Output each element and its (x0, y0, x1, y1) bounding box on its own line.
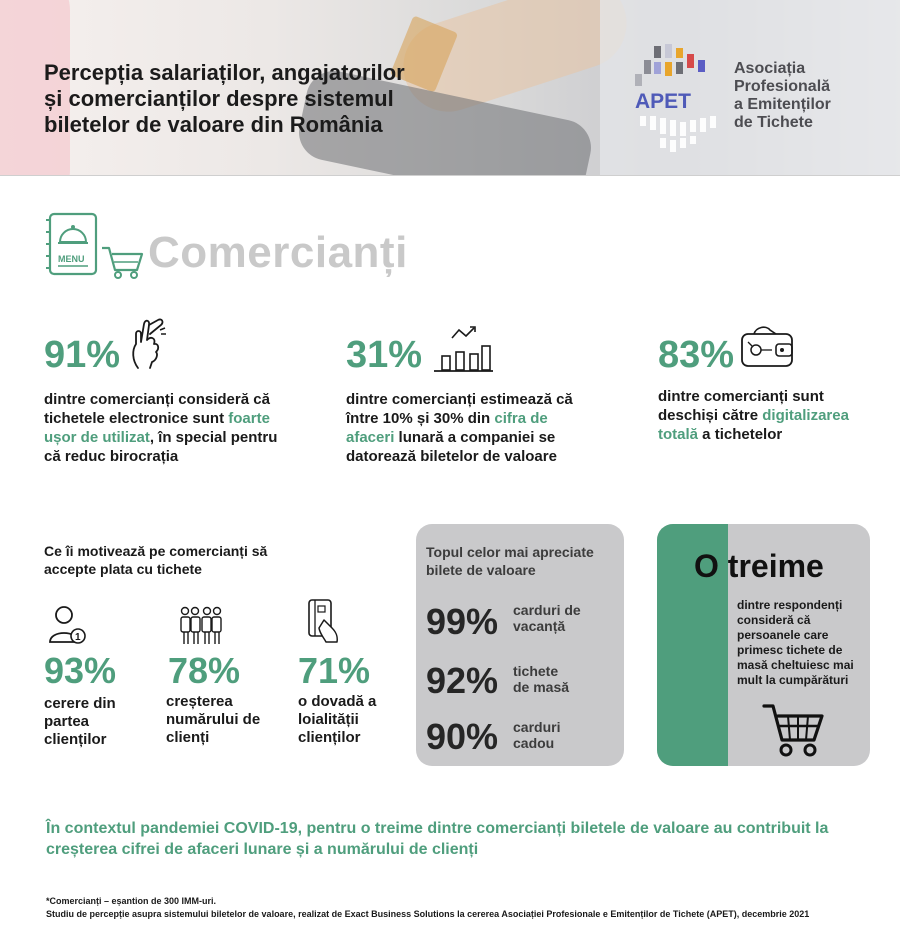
treime-title: O treime (694, 548, 824, 584)
voucher-label (513, 602, 581, 634)
voucher-value: 92% (426, 660, 499, 701)
logo-abbrev: APET (635, 90, 692, 113)
stat-description (346, 390, 596, 466)
motivation-value: 71% (298, 650, 371, 691)
apet-logo-icon (632, 44, 724, 154)
motivation-label: creșterea numărului de clienți (166, 693, 261, 746)
stat-highlight: foarte ușor de utilizat (44, 410, 270, 446)
top-vouchers-title: Topul celor mai apreciate bilete de valoare (426, 544, 594, 578)
section-title: Comercianți (148, 228, 408, 277)
logo-white-bars (640, 116, 716, 152)
stat-text: dintre comercianți estimează că între 10% și 30% din (346, 391, 573, 427)
menu-cart-icon (46, 212, 146, 280)
customer-icon (48, 604, 88, 646)
stat-highlight: cifra de afaceri (346, 410, 548, 446)
wallet-icon (740, 324, 796, 370)
motivation-label: cerere din partea clienților (44, 695, 116, 748)
logo-name-line: Asociația (734, 60, 806, 77)
stat-value: 83% (658, 334, 735, 376)
voucher-value: 99% (426, 601, 499, 642)
motivations-title: Ce îi motivează pe comercianți să accepte plata cu tichete (44, 543, 268, 577)
motivation-value: 93% (44, 650, 117, 691)
voucher-label-line: de masă (513, 679, 570, 695)
shopping-cart-icon (762, 702, 824, 758)
stat-text: dintre comercianți consideră că tichetele electronice sunt (44, 391, 270, 427)
stat-description (44, 390, 294, 466)
banner-divider (0, 175, 900, 176)
voucher-label-line: vacanță (513, 618, 566, 634)
stat-text: , în special pentru că reduc birocrația (44, 429, 278, 465)
page-title (44, 60, 494, 138)
voucher-label-line: cadou (513, 735, 555, 751)
growth-chart-icon (432, 324, 494, 374)
stat-value: 31% (346, 334, 423, 376)
logo-name-line: Profesională (734, 78, 831, 95)
logo-organization-name (734, 60, 894, 132)
page-title-line: și comercianților despre sistemul (44, 86, 394, 111)
svg-text:1: 1 (75, 632, 81, 643)
treime-description: dintre respondenți consideră că persoanele care primesc tichete de masă cheltuiesc mai mult la cumpărături (737, 598, 854, 687)
stat-description (658, 387, 878, 444)
voucher-label (513, 719, 560, 751)
voucher-value: 90% (426, 716, 499, 757)
motivation-value: 78% (168, 650, 241, 691)
stat-text: dintre comercianți sunt deschiși către (658, 388, 824, 424)
stat-text: lunară a companiei se datorează biletelor de valoare (346, 429, 557, 465)
people-group-icon (178, 606, 224, 646)
card-hand-icon (306, 598, 340, 644)
covid-note: În contextul pandemiei COVID-19, pentru o treime dintre comercianți biletele de valoare au contribuit la creșterea cifrei de afaceri lunare și a numărului de clienți (46, 820, 829, 858)
logo-bars (635, 44, 705, 86)
page-title-line: Percepția salariaților, angajatorilor (44, 60, 405, 85)
logo-name-line: de Tichete (734, 114, 813, 131)
motivation-label: o dovadă a loialității clienților (298, 693, 377, 746)
stat-highlight: digitalizarea totală (658, 407, 849, 443)
stat-text: a tichetelor (698, 426, 783, 443)
menu-label: MENU (58, 254, 85, 264)
footnote-sample: *Comercianți – eșantion de 300 IMM-uri. (46, 896, 217, 906)
stat-value: 91% (44, 334, 121, 376)
logo-name-line: a Emitenților (734, 96, 831, 113)
voucher-label (513, 663, 569, 695)
voucher-label-line: carduri (513, 719, 561, 735)
fingers-crossed-icon (128, 316, 168, 372)
page-title-line: biletelor de valoare din România (44, 112, 383, 137)
voucher-label-line: carduri de (513, 602, 581, 618)
voucher-label-line: tichete (513, 663, 559, 679)
footnote-source: Studiu de percepție asupra sistemului biletelor de valoare, realizat de Exact Business Solutions la cererea Asociației Profesionale e Emitenților de Tichete (APET), decembrie 2021 (46, 909, 810, 919)
